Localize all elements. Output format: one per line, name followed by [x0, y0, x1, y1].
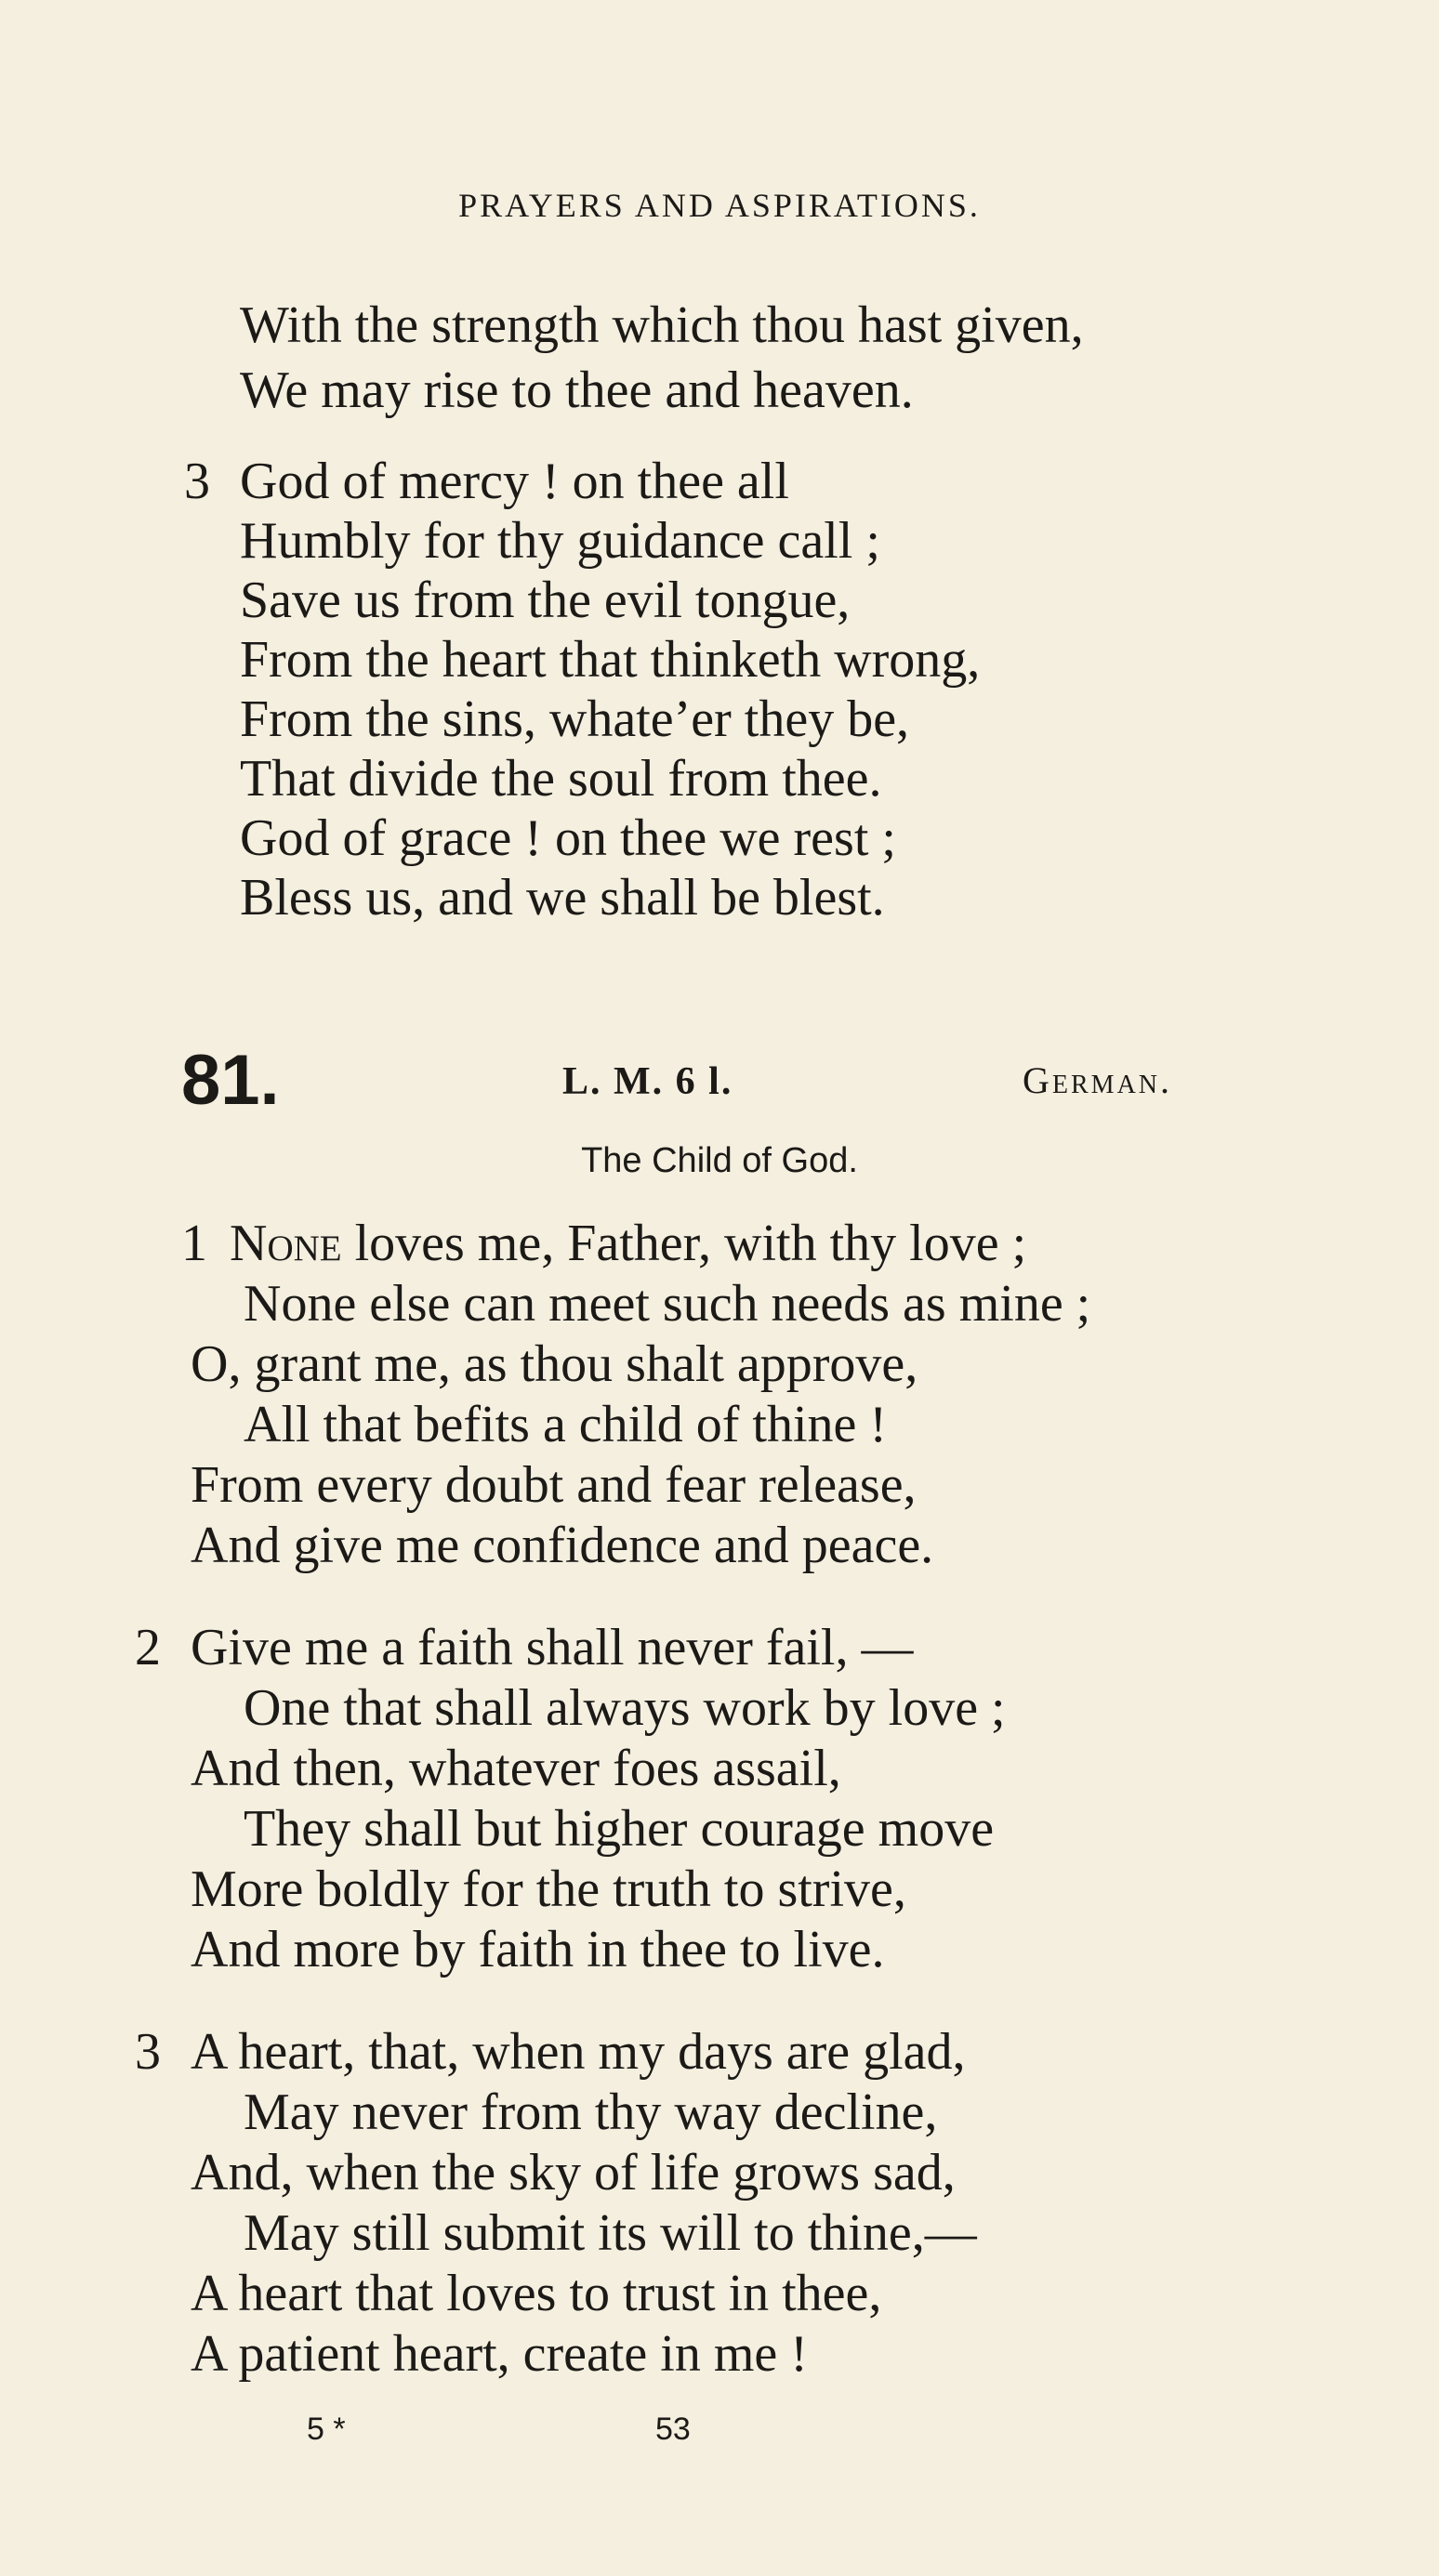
verse-line: None else can meet such needs as mine ;	[244, 1275, 1091, 1333]
hymn-number: 81.	[181, 1041, 280, 1120]
verse-line: A heart, that, when my days are glad,	[191, 2023, 966, 2081]
verse-line: And then, whatever foes assail,	[191, 1740, 841, 1797]
verse-line: From the sins, whate’er they be,	[240, 690, 910, 748]
hymn-title: The Child of God.	[581, 1141, 858, 1180]
verse-line: O, grant me, as thou shalt approve,	[191, 1335, 918, 1393]
stanza-number: 1	[181, 1215, 207, 1272]
verse-line: And give me confidence and peace.	[191, 1517, 934, 1574]
stanza-number: 3	[184, 453, 210, 510]
stanza-number: 2	[135, 1619, 161, 1676]
first-word: None	[230, 1215, 342, 1272]
verse-line: Give me a faith shall never fail, —	[191, 1619, 914, 1676]
verse-line: One that shall always work by love ;	[244, 1679, 1006, 1737]
verse-line: All that befits a child of thine !	[244, 1396, 888, 1453]
verse-line: God of grace ! on thee we rest ;	[240, 809, 896, 867]
verse-line: From every doubt and fear release,	[191, 1456, 917, 1514]
verse-line: May still submit its will to thine,—	[244, 2204, 977, 2262]
verse-line: And, when the sky of life grows sad,	[191, 2144, 956, 2201]
verse-line	[191, 1215, 1027, 1272]
verse-line: A heart that loves to trust in thee,	[191, 2265, 882, 2322]
verse-line: And more by faith in thee to live.	[191, 1921, 885, 1978]
hymn-source: German.	[1023, 1059, 1173, 1101]
verse-line: That divide the soul from thee.	[240, 750, 882, 808]
page-number: 53	[655, 2412, 691, 2447]
verse-line: God of mercy ! on thee all	[240, 453, 789, 510]
verse-line: Save us from the evil tongue,	[240, 572, 851, 629]
verse-line: May never from thy way decline,	[244, 2083, 938, 2141]
first-line-rest: loves me, Father, with thy love ;	[341, 1215, 1027, 1272]
verse-line: Bless us, and we shall be blest.	[240, 869, 885, 927]
hymn-meter: L. M. 6 l.	[562, 1060, 733, 1103]
verse-line: A patient heart, create in me !	[191, 2325, 808, 2383]
verse-line: Humbly for thy guidance call ;	[240, 512, 880, 570]
stanza-number: 3	[135, 2023, 161, 2081]
verse-line: From the heart that thinketh wrong,	[240, 631, 981, 689]
signature-mark: 5 *	[307, 2412, 346, 2447]
verse-line: With the strength which thou hast given,	[240, 296, 1084, 354]
verse-line: They shall but higher courage move	[244, 1800, 995, 1858]
running-head: PRAYERS AND ASPIRATIONS.	[458, 187, 981, 224]
verse-line: More boldly for the truth to strive,	[191, 1860, 906, 1918]
verse-line: We may rise to thee and heaven.	[240, 361, 914, 419]
